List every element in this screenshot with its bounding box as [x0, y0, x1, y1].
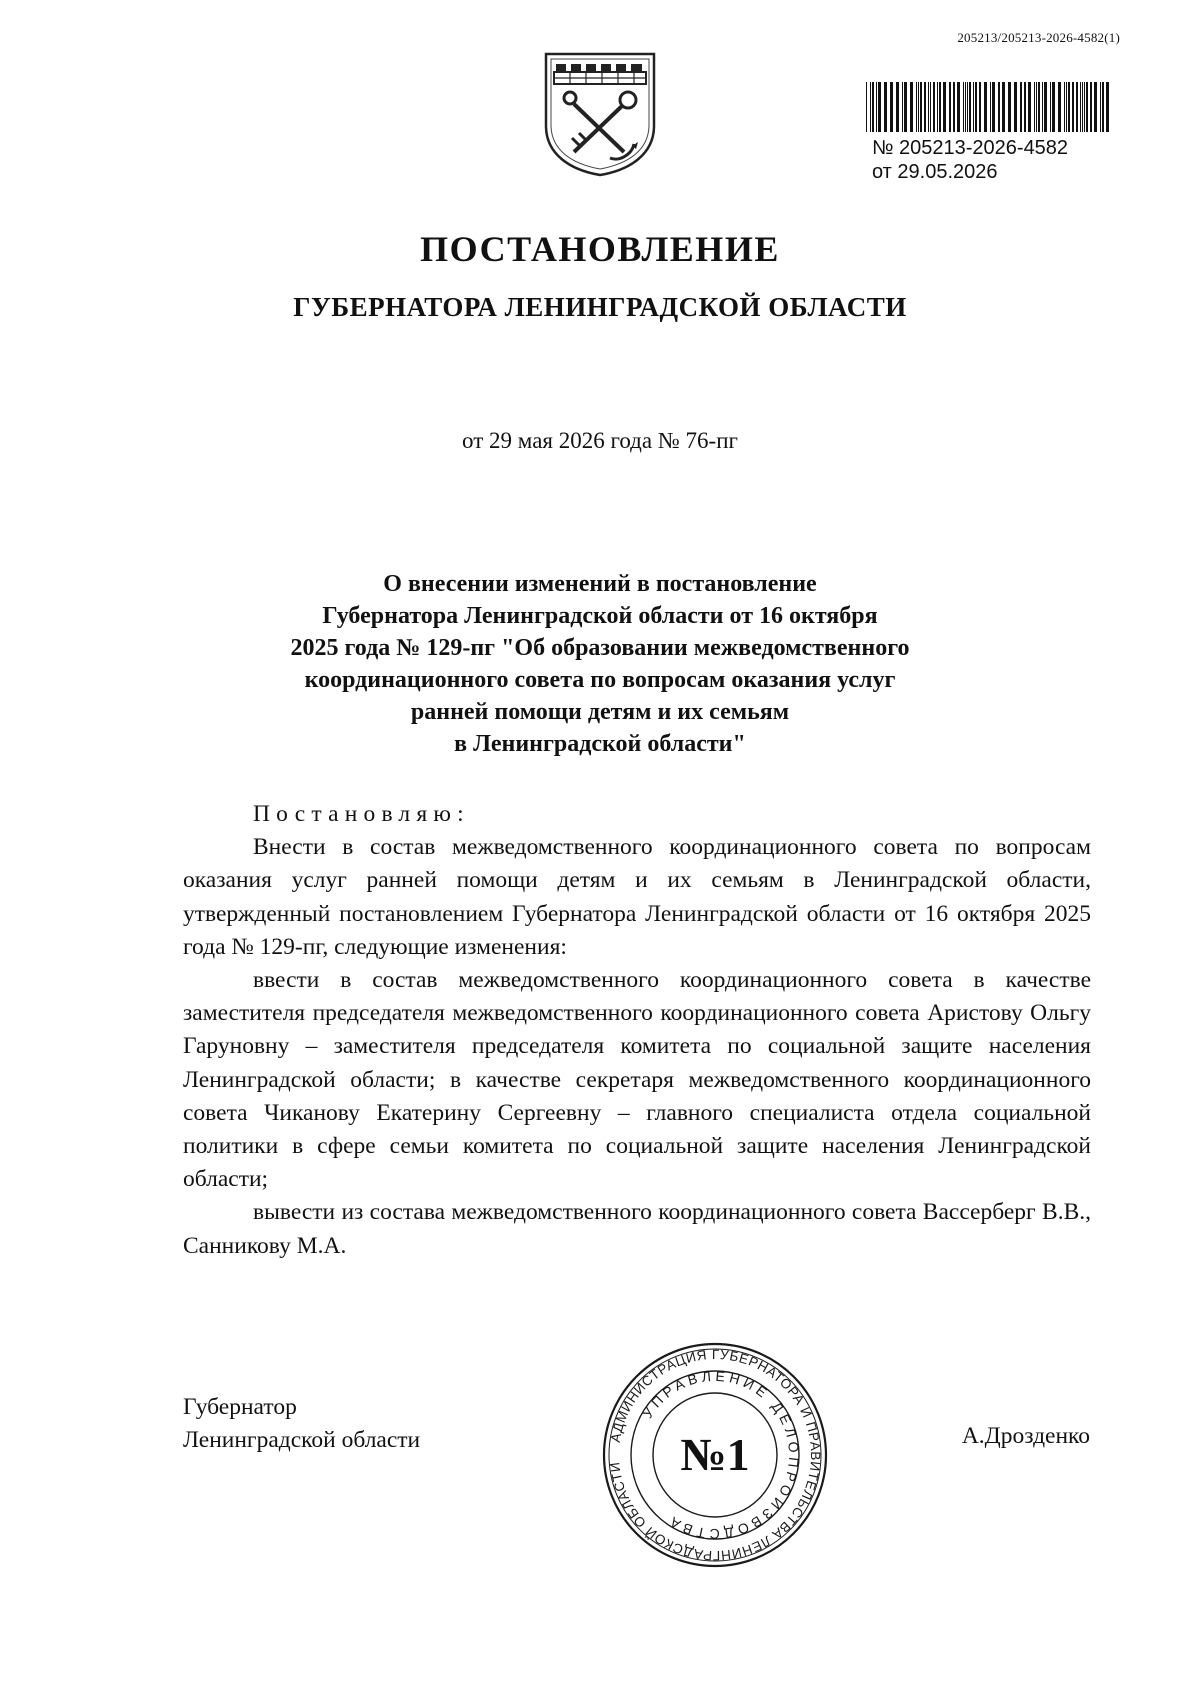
document-heading	[220, 568, 980, 760]
body-paragraph: ввести в состав межведомственного координационного совета в качестве заместителя председателя межведомственного координационного совета Аристову Ольгу Гаруновну – заместителя председателя комитета по социальной защите населения Ленинградской области; в качестве секретаря межведомственного координационного совета Чиканову Екатерину Сергеевну – главного специалиста отдела социальной политики в сфере семьи комитета по социальной защите населения Ленинградской области;	[183, 967, 1091, 1193]
document-type-title: ПОСТАНОВЛЕНИЕ	[420, 229, 780, 269]
heading-line: Губернатора Ленинградской области от 16 октября	[322, 603, 878, 629]
document-body	[183, 798, 1091, 1263]
signatory-position-line: Ленинградской области	[183, 1427, 421, 1453]
registration-number: № 205213-2026-4582	[872, 137, 1069, 159]
registration-date: от 29.05.2026	[872, 161, 998, 183]
heading-line: 2025 года № 129-пг "Об образовании межведомственного	[290, 635, 910, 661]
body-paragraph: вывести из состава межведомственного координационного совета Вассерберг В.В., Санникову М.А.	[183, 1199, 1091, 1259]
heading-line: в Ленинградской области"	[454, 731, 746, 757]
coat-of-arms-icon	[540, 48, 660, 178]
seal-outer-text: АДМИНИСТРАЦИЯ ГУБЕРНАТОРА И ПРАВИТЕЛЬСТВА ЛЕНИНГРАДСКОЙ ОБЛАСТИ	[607, 1346, 824, 1564]
document-date-number: от 29 мая 2026 года № 76-пг	[462, 428, 738, 453]
office-seal-icon	[600, 1340, 830, 1570]
signatory-position-line: Губернатор	[183, 1394, 297, 1420]
barcode-icon	[864, 82, 1116, 132]
heading-line: ранней помощи детям и их семьям	[410, 699, 790, 725]
signatory-position	[183, 1391, 420, 1457]
registration-block	[864, 82, 1116, 184]
signatory-name: А.Дрозденко	[961, 1423, 1090, 1449]
preamble: Постановляю:	[253, 801, 470, 827]
heading-line: О внесении изменений в постановление	[383, 571, 817, 597]
heading-line: координационного совета по вопросам оказания услуг	[304, 667, 896, 693]
seal-number: №1	[680, 1429, 750, 1480]
seal-inner-text: УПРАВЛЕНИЕ ДЕЛОПРОИЗВОДСТВА	[639, 1367, 803, 1543]
document-reference-id: 205213/205213-2026-4582(1)	[957, 30, 1120, 45]
body-paragraph: Внести в состав межведомственного координационного совета по вопросам оказания услуг ранней помощи детям и их семьям в Ленинградской области, утвержденный постановлением Губернатора Ленинградской области от 16 октября 2025 года № 129-пг, следующие изменения:	[183, 834, 1091, 960]
document-issuer: ГУБЕРНАТОРА ЛЕНИНГРАДСКОЙ ОБЛАСТИ	[293, 292, 907, 322]
